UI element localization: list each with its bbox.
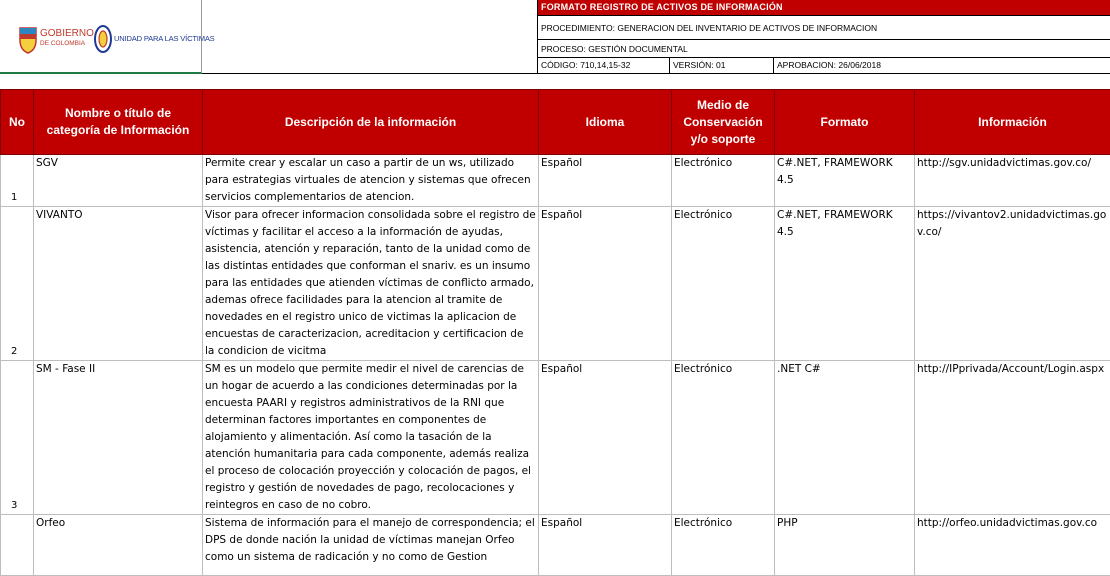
cell-formato[interactable]: C#.NET, FRAMEWORK 4.5 bbox=[775, 207, 915, 361]
table-row bbox=[1, 207, 1110, 361]
cell-medio[interactable]: Electrónico bbox=[672, 515, 775, 576]
colombia-text: DE COLOMBIA bbox=[40, 40, 85, 48]
cell-no[interactable]: 3 bbox=[1, 361, 34, 515]
cell-idioma[interactable]: Español bbox=[539, 155, 672, 207]
cell-no[interactable] bbox=[1, 515, 34, 576]
unidad-victimas-logo bbox=[94, 22, 204, 58]
assets-table bbox=[0, 89, 1110, 576]
cell-formato[interactable]: .NET C# bbox=[775, 361, 915, 515]
cell-medio[interactable]: Electrónico bbox=[672, 155, 775, 207]
cell-informacion[interactable]: http://orfeo.unidadvictimas.gov.co bbox=[915, 515, 1110, 576]
proceso-label: PROCESO: GESTIÓN DOCUMENTAL bbox=[538, 40, 1110, 58]
logo-area bbox=[0, 0, 202, 74]
unidad-victimas-text: UNIDAD PARA LAS VÍCTIMAS bbox=[114, 34, 215, 43]
cell-medio[interactable]: Electrónico bbox=[672, 207, 775, 361]
cell-formato[interactable]: C#.NET, FRAMEWORK 4.5 bbox=[775, 155, 915, 207]
procedimiento-label: PROCEDIMIENTO: GENERACION DEL INVENTARIO DE ACTIVOS DE INFORMACION bbox=[538, 16, 1110, 40]
col-header-formato[interactable]: Formato bbox=[775, 90, 915, 155]
cell-nombre[interactable]: SGV bbox=[34, 155, 203, 207]
blank-header-cell bbox=[202, 0, 538, 74]
cell-nombre[interactable]: VIVANTO bbox=[34, 207, 203, 361]
col-header-descripcion[interactable]: Descripción de la información bbox=[203, 90, 539, 155]
cell-descripcion[interactable]: SM es un modelo que permite medir el nivel de carencias de un hogar de acuerdo a las condiciones determinadas por la encuesta PAARI y registros administrativos de la RNI que determinan factores importantes en componentes de alojamiento y alimentación. Así como la tasación de la atención humanitaria para cada componente, además realiza el proceso de colocación proyección y colocación de pagos, el registro y gestión de novedades de pago, recolocaciones y reintegros en caso de no cobro. bbox=[203, 361, 539, 515]
aprobacion-label: APROBACION: 26/06/2018 bbox=[774, 58, 1110, 74]
cell-nombre[interactable]: Orfeo bbox=[34, 515, 203, 576]
cell-formato[interactable]: PHP bbox=[775, 515, 915, 576]
cell-descripcion[interactable]: Visor para ofrecer informacion consolidada sobre el registro de víctimas y facilitar el acceso a la información de ayudas, asistencia, atención y reparación, tanto de la unidad como de las distintas entidades que conforman el snariv. es un insumo para las entidades que atienden víctimas de conflicto armado, ademas ofrece facilidades para la atencion al tramite de novedades en el registro unico de victimas la aplicacion de encuestas de caracterizacion, acreditacion y certificacion de la condicion de vicitma bbox=[203, 207, 539, 361]
cell-nombre[interactable]: SM - Fase II bbox=[34, 361, 203, 515]
cell-idioma[interactable]: Español bbox=[539, 515, 672, 576]
table-header-row bbox=[1, 90, 1110, 155]
cell-idioma[interactable]: Español bbox=[539, 207, 672, 361]
cell-no[interactable]: 1 bbox=[1, 155, 34, 207]
cell-idioma[interactable]: Español bbox=[539, 361, 672, 515]
col-header-informacion[interactable]: Información bbox=[915, 90, 1110, 155]
cell-informacion[interactable]: http://sgv.unidadvictimas.gov.co/ bbox=[915, 155, 1110, 207]
col-header-no[interactable]: No bbox=[1, 90, 34, 155]
cell-medio[interactable]: Electrónico bbox=[672, 361, 775, 515]
cell-informacion[interactable]: http://IPprivada/Account/Login.aspx bbox=[915, 361, 1110, 515]
victims-emblem-icon bbox=[94, 24, 112, 54]
cell-descripcion[interactable]: Permite crear y escalar un caso a partir de un ws, utilizado para estrategias virtuales de atencion y sistemas que ofrecen servicios complementarios de atencion. bbox=[203, 155, 539, 207]
colombia-shield-icon bbox=[18, 24, 38, 54]
gobierno-text: GOBIERNO bbox=[40, 28, 94, 39]
col-header-medio[interactable]: Medio de Conservación y/o soporte bbox=[672, 90, 775, 155]
table-row bbox=[1, 361, 1110, 515]
gobierno-logo bbox=[18, 22, 102, 58]
cell-informacion[interactable]: https://vivantov2.unidadvictimas.gov.co/ bbox=[915, 207, 1110, 361]
version-label: VERSIÓN: 01 bbox=[670, 58, 774, 74]
cell-descripcion[interactable]: Sistema de información para el manejo de correspondencia; el DPS de donde nación la unidad de víctimas manejan Orfeo como un sistema de radicación y no como de Gestion bbox=[203, 515, 539, 576]
form-title: FORMATO REGISTRO DE ACTIVOS DE INFORMACIÓN bbox=[538, 0, 1110, 16]
col-header-nombre[interactable]: Nombre o título de categoría de Información bbox=[34, 90, 203, 155]
cell-no[interactable]: 2 bbox=[1, 207, 34, 361]
table-row bbox=[1, 515, 1110, 576]
codigo-label: CÓDIGO: 710,14,15-32 bbox=[538, 58, 670, 74]
col-header-idioma[interactable]: Idioma bbox=[539, 90, 672, 155]
table-row bbox=[1, 155, 1110, 207]
